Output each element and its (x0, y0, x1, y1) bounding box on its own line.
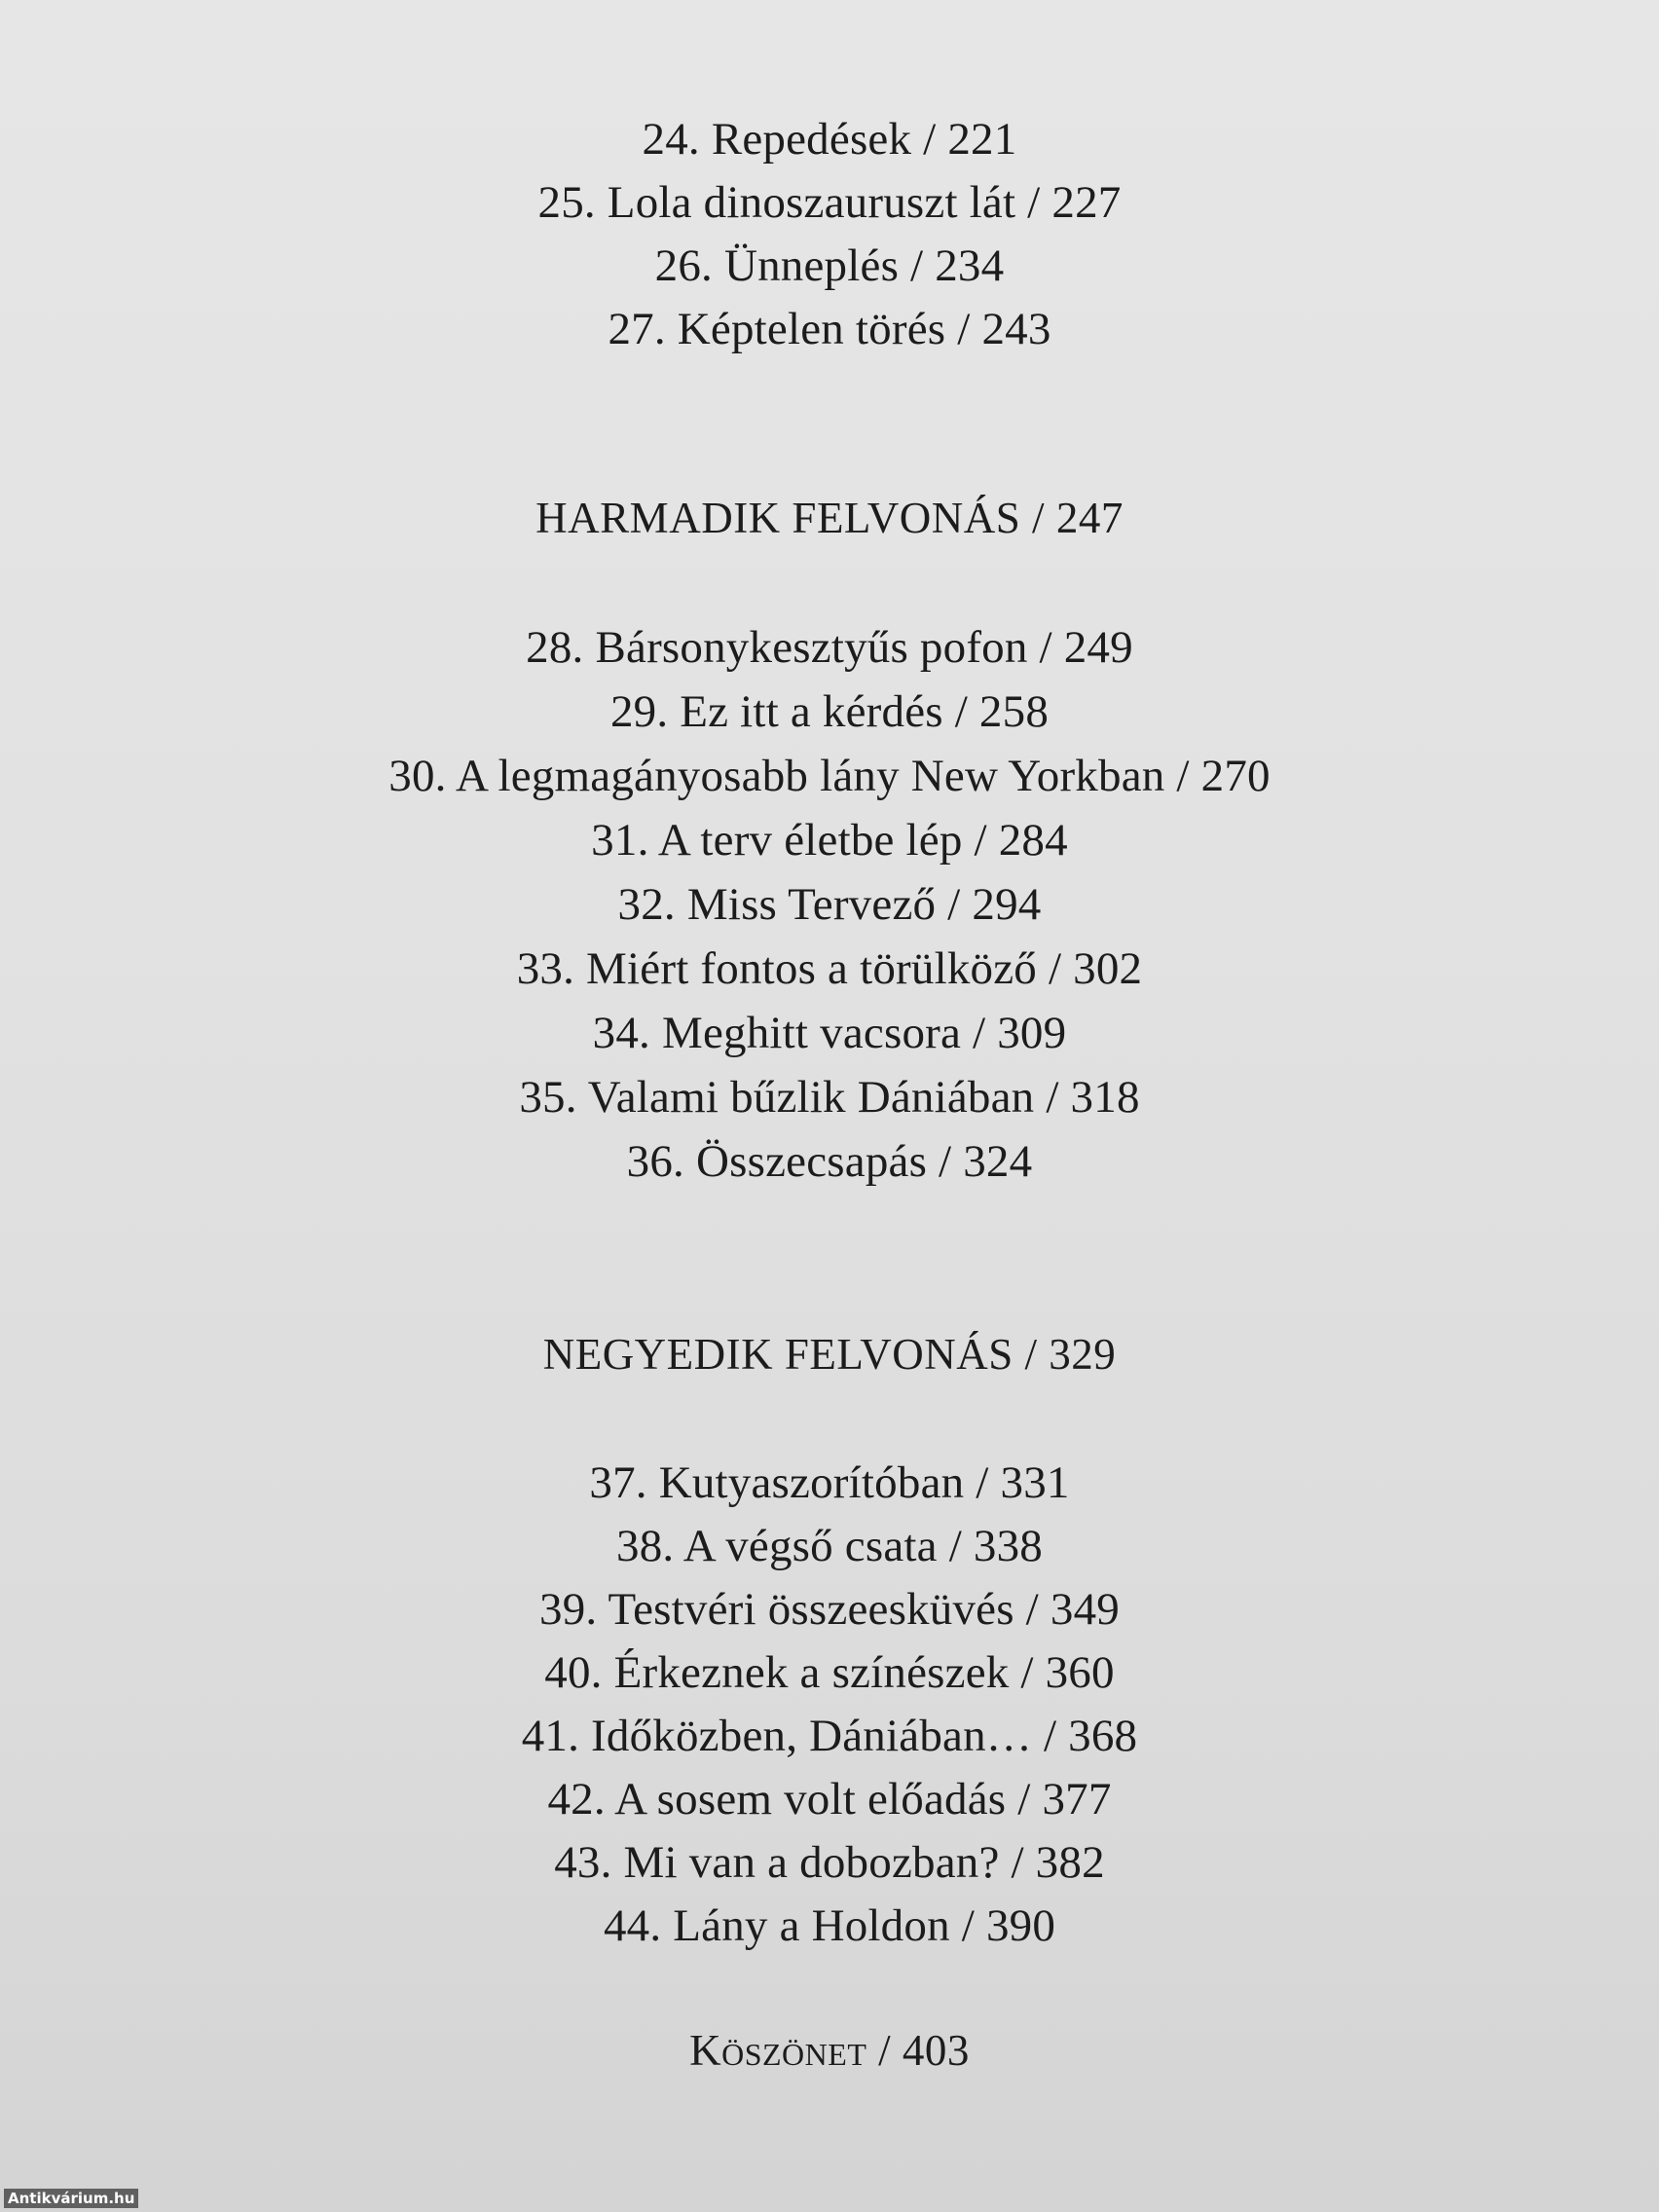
toc-entry: 31. A terv életbe lép / 284 (591, 815, 1068, 866)
toc-entry: 28. Bársonykesztyűs pofon / 249 (526, 622, 1133, 673)
toc-entry: 24. Repedések / 221 (642, 114, 1017, 165)
toc-entry: 32. Miss Tervező / 294 (617, 879, 1042, 930)
toc-entry: 37. Kutyaszorítóban / 331 (589, 1457, 1070, 1508)
toc-entry: 26. Ünneplés / 234 (654, 240, 1005, 291)
toc-entry: 41. Időközben, Dániában… / 368 (521, 1711, 1138, 1761)
toc-entry: 40. Érkeznek a színészek / 360 (544, 1647, 1115, 1698)
section-heading-negyedik: NEGYEDIK FELVONÁS / 329 (542, 1330, 1117, 1379)
toc-entry: 34. Meghitt vacsora / 309 (592, 1008, 1067, 1058)
toc-entry: 35. Valami bűzlik Dániában / 318 (519, 1072, 1140, 1123)
toc-entry: 29. Ez itt a kérdés / 258 (609, 686, 1050, 737)
toc-entry: 33. Miért fontos a törülköző / 302 (516, 943, 1143, 994)
toc-entry: 25. Lola dinoszauruszt lát / 227 (537, 177, 1122, 228)
toc-entry: 39. Testvéri összeesküvés / 349 (539, 1584, 1120, 1635)
watermark-label: Antikvárium.hu (4, 2189, 138, 2208)
toc-entry: 36. Összecsapás / 324 (626, 1136, 1033, 1187)
toc-entry: 27. Képtelen törés / 243 (608, 304, 1051, 354)
toc-entry: 42. A sosem volt előadás / 377 (547, 1774, 1112, 1825)
acknowledgements-entry: Köszönet / 403 (689, 2026, 970, 2075)
toc-entry: 30. A legmagányosabb lány New Yorkban / 270 (388, 751, 1271, 801)
toc-entry: 38. A végső csata / 338 (616, 1521, 1043, 1571)
section-heading-harmadik: HARMADIK FELVONÁS / 247 (535, 494, 1124, 542)
toc-entry: 44. Lány a Holdon / 390 (603, 1900, 1056, 1951)
toc-entry: 43. Mi van a dobozban? / 382 (554, 1837, 1105, 1888)
